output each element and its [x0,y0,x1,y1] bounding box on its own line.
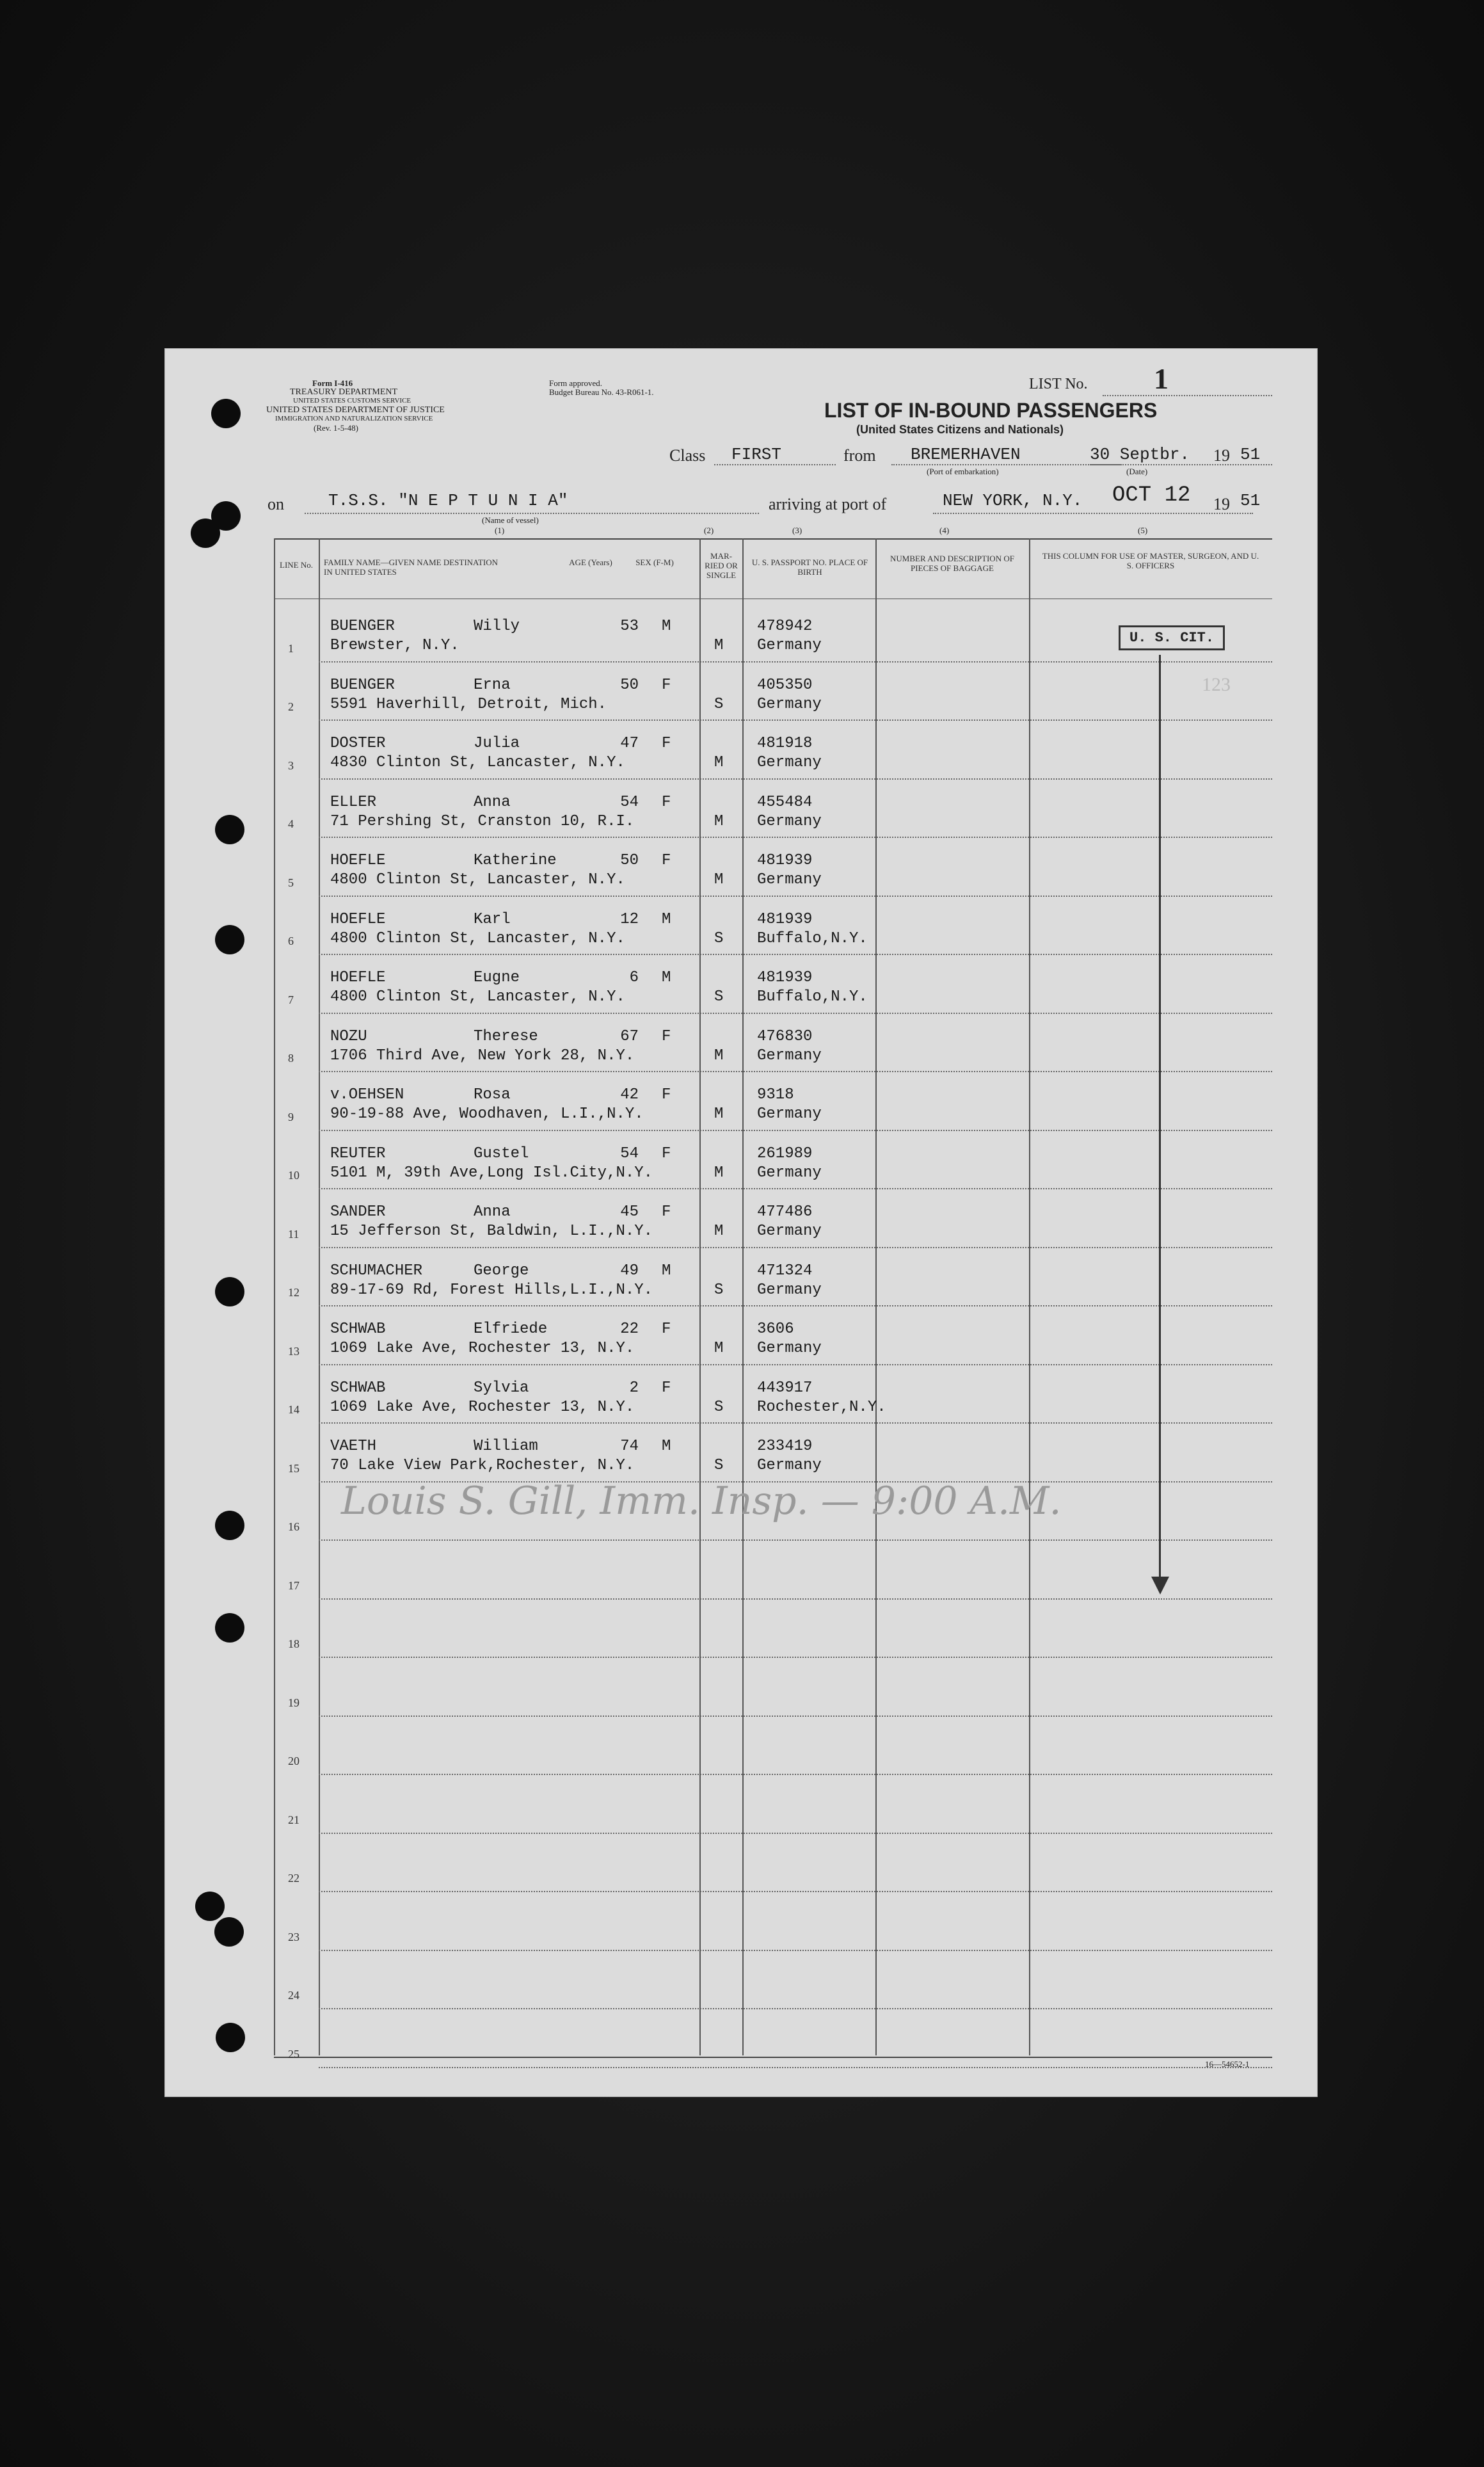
vessel-caption: (Name of vessel) [482,515,539,525]
departure-date: 30 Septbr. [1090,445,1190,464]
destination: 4800 Clinton St, Lancaster, N.Y. [330,871,625,888]
row-rule [319,1598,1272,1600]
class-value: FIRST [731,445,782,464]
place-of-birth: Germany [757,871,822,888]
row-rule [319,1891,1272,1892]
col-header-age: AGE (Years) [569,558,612,567]
vessel-name: T.S.S. "N E P T U N I A" [328,491,568,510]
treasury-dept: TREASURY DEPARTMENT [290,387,398,397]
passport-no: 476830 [757,1027,813,1045]
place-of-birth: Germany [757,1105,822,1123]
age: 74 [620,1438,639,1455]
table-row [165,1308,1317,1367]
passport-no: 478942 [757,618,813,635]
line-number: 7 [288,993,294,1006]
ditto-arrow-head [1151,1577,1169,1595]
age: 49 [620,1262,639,1280]
inspector-signature: Louis S. Gill, Imm. Insp. — 9:00 A.M. [341,1479,1062,1523]
destination: 4800 Clinton St, Lancaster, N.Y. [330,988,625,1006]
line-number: 19 [288,1696,299,1709]
family-name: ELLER [330,793,377,811]
line-number: 6 [288,935,294,947]
destination: 70 Lake View Park,Rochester, N.Y. [330,1457,635,1474]
customs-service: UNITED STATES CUSTOMS SERVICE [293,397,411,405]
place-of-birth: Germany [757,754,822,771]
marital-status: M [714,1047,724,1065]
destination: 4830 Clinton St, Lancaster, N.Y. [330,754,625,771]
line-number: 15 [288,1461,299,1475]
port-caption: (Port of embarkation) [927,467,999,476]
row-rule [319,1247,1272,1248]
marital-status: M [714,812,724,830]
given-name: Karl [474,910,511,928]
row-rule [319,1657,1272,1658]
destination: 5101 M, 39th Ave,Long Isl.City,N.Y. [330,1164,653,1182]
family-name: SANDER [330,1203,386,1221]
line-number: 12 [288,1286,299,1299]
age: 54 [620,1145,639,1162]
col-num-5: (5) [1138,526,1148,535]
table-row [165,1191,1317,1250]
place-of-birth: Germany [757,1164,822,1182]
ins-service: IMMIGRATION AND NATURALIZATION SERVICE [275,415,433,422]
age: 47 [620,735,639,752]
family-name: BUENGER [330,676,395,694]
marital-status: S [714,988,724,1006]
marital-status: S [714,1281,724,1299]
table-row [165,722,1317,781]
given-name: William [474,1438,538,1455]
col-header-officers: THIS COLUMN FOR USE OF MASTER, SURGEON, AND U. S. OFFICERS [1042,551,1259,570]
passenger-manifest-page [165,349,1317,2096]
row-rule [319,1539,1272,1541]
line-number: 24 [288,1989,299,2002]
place-of-birth: Buffalo,N.Y. [757,929,868,947]
arrival-port: NEW YORK, N.Y. [943,491,1083,510]
col-header-married: MAR-RIED OR SINGLE [705,551,738,580]
sex: F [662,1379,671,1397]
line-number: 11 [288,1227,299,1241]
row-rule [319,954,1272,955]
line-number: 25 [288,2047,299,2061]
family-name: DOSTER [330,735,386,752]
row-rule [319,2008,1272,2009]
given-name: Gustel [474,1145,529,1162]
row-rule [319,1071,1272,1072]
sex: F [662,793,671,811]
sex: M [662,910,671,928]
place-of-birth: Buffalo,N.Y. [757,988,868,1006]
form-approved: Form approved. [549,378,603,388]
family-name: BUENGER [330,618,395,635]
line-number: 3 [288,759,294,772]
table-row [165,1367,1317,1426]
table-row [165,1073,1317,1132]
age: 12 [620,910,639,928]
line-number: 17 [288,1579,299,1592]
date-caption: (Date) [1126,467,1148,476]
destination: 5591 Haverhill, Detroit, Mich. [330,695,607,713]
destination: 90-19-88 Ave, Woodhaven, L.I.,N.Y. [330,1105,644,1123]
place-of-birth: Germany [757,1457,822,1474]
passport-no: 481918 [757,735,813,752]
arrival-date: OCT 12 [1112,483,1191,508]
sex: M [662,1438,671,1455]
family-name: v.OEHSEN [330,1086,404,1104]
table-row [165,1893,1317,1952]
class-label: Class [669,446,706,465]
on-label: on [267,495,284,513]
age: 54 [620,793,639,811]
place-of-birth: Germany [757,1281,822,1299]
sex: M [662,618,671,635]
family-name: SCHUMACHER [330,1262,423,1280]
age: 50 [620,852,639,869]
row-rule [319,1422,1272,1424]
row-rule [319,1188,1272,1189]
line-number: 5 [288,876,294,889]
sex: F [662,1027,671,1045]
col-header-passport: U. S. PASSPORT NO. PLACE OF BIRTH [751,558,868,577]
given-name: Julia [474,735,520,752]
table-row [165,1542,1317,1601]
passport-no: 405350 [757,676,813,694]
place-of-birth: Germany [757,1223,822,1240]
destination: 89-17-69 Rd, Forest Hills,L.I.,N.Y. [330,1281,653,1299]
family-name: NOZU [330,1027,367,1045]
us-citizen-stamp: U. S. CIT. [1119,625,1225,650]
passport-no: 3606 [757,1321,794,1338]
row-rule [319,1950,1272,1951]
line-number: 2 [288,700,294,713]
given-name: Eugne [474,969,520,986]
given-name: George [474,1262,529,1280]
col-header-name: FAMILY NAME—GIVEN NAME DESTINATION IN UNITED STATES [324,558,499,577]
row-rule [319,1833,1272,1834]
table-row [165,1601,1317,1660]
age: 53 [620,618,639,635]
destination: Brewster, N.Y. [330,637,459,654]
table-row [165,1132,1317,1191]
age: 22 [620,1321,639,1338]
age: 45 [620,1203,639,1221]
departure-year: 51 [1240,445,1261,464]
line-number: 21 [288,1813,299,1826]
place-of-birth: Rochester,N.Y. [757,1398,886,1416]
marital-status: M [714,1164,724,1182]
row-rule [319,778,1272,780]
sex: M [662,969,671,986]
given-name: Rosa [474,1086,511,1104]
row-rule [319,661,1272,663]
line-number: 4 [288,817,294,830]
given-name: Anna [474,1203,511,1221]
col-header-baggage: NUMBER AND DESCRIPTION OF PIECES OF BAGGAGE [890,554,1014,573]
passport-no: 261989 [757,1145,813,1162]
passenger-table [165,349,1317,2096]
passport-no: 481939 [757,852,813,869]
table-row [165,664,1317,723]
col-header-line: LINE No. [280,560,313,570]
justice-dept: UNITED STATES DEPARTMENT OF JUSTICE [266,405,445,415]
age: 67 [620,1027,639,1045]
given-name: Katherine [474,852,557,869]
marital-status: S [714,1457,724,1474]
passport-no: 481939 [757,969,813,986]
given-name: Anna [474,793,511,811]
col-header-sex: SEX (F-M) [635,558,674,567]
marital-status: M [714,1340,724,1357]
ditto-arrow-line [1159,655,1161,1583]
destination: 1706 Third Ave, New York 28, N.Y. [330,1047,635,1065]
line-number: 23 [288,1930,299,1943]
form-number: Form I-416 [312,378,353,388]
row-rule [319,1013,1272,1014]
footer-code: 16—54652-1 [1205,2059,1250,2069]
place-of-birth: Germany [757,812,822,830]
line-number: 8 [288,1052,294,1065]
marital-status: M [714,637,724,654]
table-row [165,898,1317,957]
sex: M [662,1262,671,1280]
age: 2 [629,1379,639,1397]
place-of-birth: Germany [757,1340,822,1357]
marital-status: M [714,1223,724,1240]
sex: F [662,1145,671,1162]
given-name: Sylvia [474,1379,529,1397]
passport-no: 455484 [757,793,813,811]
row-rule [319,1364,1272,1365]
family-name: SCHWAB [330,1379,386,1397]
col-num-1: (1) [495,526,505,535]
row-rule [319,1774,1272,1775]
sex: F [662,1203,671,1221]
row-rule [319,1305,1272,1306]
table-row [165,1952,1317,2011]
sex: F [662,1321,671,1338]
line-number: 14 [288,1403,299,1416]
list-no-value: 1 [1154,362,1169,395]
marital-status: S [714,695,724,713]
from-label: from [843,446,876,465]
given-name: Erna [474,676,511,694]
budget-bureau: Budget Bureau No. 43-R061-1. [549,387,654,397]
row-rule [319,896,1272,897]
col-num-3: (3) [792,526,802,535]
destination: 1069 Lake Ave, Rochester 13, N.Y. [330,1340,635,1357]
col-num-4: (4) [939,526,950,535]
stamp-note: 123 [1202,674,1231,695]
revision: (Rev. 1-5-48) [314,423,358,433]
marital-status: S [714,1398,724,1416]
arriving-label: arriving at port of [769,495,887,513]
line-number: 20 [288,1755,299,1767]
arrival-year-prefix: 19 [1213,495,1230,513]
line-number: 18 [288,1637,299,1650]
sex: F [662,735,671,752]
passport-no: 233419 [757,1438,813,1455]
age: 50 [620,676,639,694]
table-row [165,839,1317,898]
family-name: HOEFLE [330,852,386,869]
table-row [165,781,1317,840]
row-rule [319,2067,1272,2068]
from-value: BREMERHAVEN [911,445,1021,464]
line-number: 16 [288,1520,299,1533]
place-of-birth: Germany [757,637,822,654]
passport-no: 481939 [757,910,813,928]
page-subtitle: (United States Citizens and Nationals) [856,423,1064,436]
table-row [165,1015,1317,1074]
sex: F [662,852,671,869]
place-of-birth: Germany [757,695,822,713]
row-rule [319,1130,1272,1131]
row-rule [319,1716,1272,1717]
table-row [165,1776,1317,1835]
line-number: 10 [288,1169,299,1182]
family-name: HOEFLE [330,969,386,986]
given-name: Therese [474,1027,538,1045]
marital-status: M [714,1105,724,1123]
marital-status: S [714,929,724,947]
sex: F [662,1086,671,1104]
destination: 4800 Clinton St, Lancaster, N.Y. [330,929,625,947]
passport-no: 9318 [757,1086,794,1104]
table-row [165,1659,1317,1718]
table-row [165,1835,1317,1894]
table-row [165,1250,1317,1308]
marital-status: M [714,871,724,888]
line-number: 9 [288,1110,294,1123]
passport-no: 443917 [757,1379,813,1397]
year-prefix: 19 [1213,446,1230,465]
place-of-birth: Germany [757,1047,822,1065]
line-number: 22 [288,1872,299,1884]
list-no-label: LIST No. [1029,376,1088,392]
destination: 71 Pershing St, Cranston 10, R.I. [330,812,635,830]
page-title: LIST OF IN-BOUND PASSENGERS [824,399,1158,422]
passport-no: 477486 [757,1203,813,1221]
table-row [165,956,1317,1015]
age: 6 [629,969,639,986]
destination: 15 Jefferson St, Baldwin, L.I.,N.Y. [330,1223,653,1240]
destination: 1069 Lake Ave, Rochester 13, N.Y. [330,1398,635,1416]
row-rule [319,719,1272,721]
family-name: SCHWAB [330,1321,386,1338]
arrival-year: 51 [1240,491,1261,510]
row-rule [319,837,1272,838]
table-row [165,1425,1317,1484]
age: 42 [620,1086,639,1104]
family-name: HOEFLE [330,910,386,928]
family-name: VAETH [330,1438,377,1455]
table-row [165,1718,1317,1777]
table-row [165,2011,1317,2069]
sex: F [662,676,671,694]
family-name: REUTER [330,1145,386,1162]
passport-no: 471324 [757,1262,813,1280]
col-num-2: (2) [704,526,714,535]
given-name: Willy [474,618,520,635]
given-name: Elfriede [474,1321,548,1338]
line-number: 1 [288,641,294,655]
line-number: 13 [288,1344,299,1358]
marital-status: M [714,754,724,771]
